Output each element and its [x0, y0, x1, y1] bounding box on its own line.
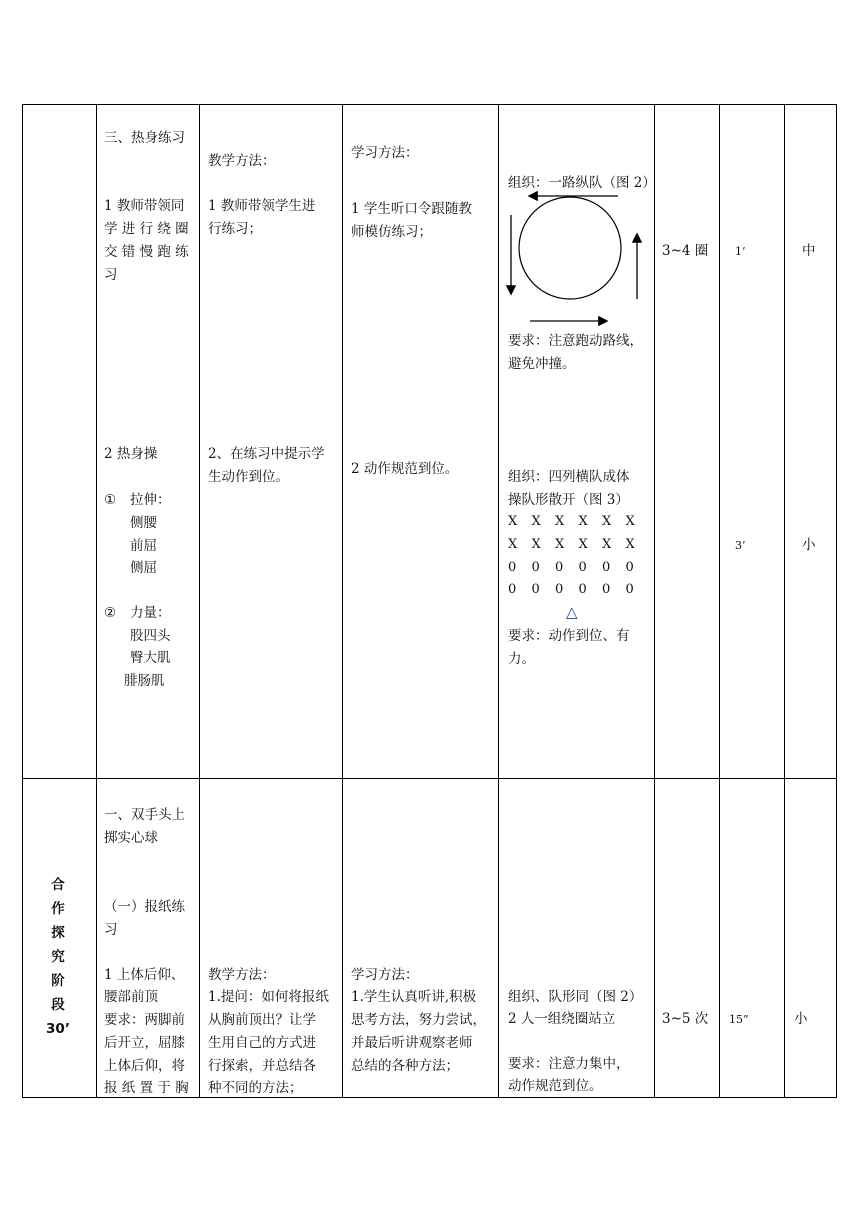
item2-sub2-marker: ② [104, 605, 117, 621]
item2-sub2-item: 腓肠肌 [124, 673, 165, 689]
requirement-2-line1: 要求：动作到位、有 [508, 628, 630, 644]
teach-method-2-line2: 生动作到位。 [208, 469, 289, 485]
org-text-3-line2: 2 人一组绕圈站立 [508, 1011, 616, 1027]
formation-row: X X X X X X [508, 514, 635, 529]
learn-method-3-line: 并最后听讲观察老师 [351, 1035, 473, 1051]
org-text-3-line1: 组织、队形同（图 2） [508, 989, 643, 1005]
requirement-1-line1: 要求：注意跑动路线， [508, 333, 643, 349]
col-divider-2 [199, 104, 200, 1098]
learn-method-label-1: 学习方法： [351, 145, 419, 161]
org-text-1: 组织：一路纵队（图 2） [508, 175, 656, 191]
item2-sub2-item: 股四头 [130, 628, 171, 644]
teacher-triangle-icon: △ [566, 603, 578, 621]
formation-row: X X X X X X [508, 537, 635, 552]
learn-method-2: 2 动作规范到位。 [351, 461, 459, 477]
teach-method-3-line: 1.提问：如何将报纸 [208, 989, 329, 1005]
warmup-title: 三、热身练习 [104, 130, 185, 146]
teach-method-label-2: 教学方法： [208, 967, 276, 983]
item2-sub1-title: 拉伸： [130, 492, 171, 508]
item2-sub2-title: 力量： [130, 605, 171, 621]
col-divider-5 [654, 104, 655, 1098]
explore-item-line: 要求：两脚前 [104, 1012, 185, 1028]
col-divider-4 [498, 104, 499, 1098]
count-3: 3~5 次 [662, 1011, 709, 1027]
item2-sub1-item: 侧屈 [130, 560, 157, 576]
teach-method-1-line2: 行练习； [208, 221, 262, 237]
explore-item-line: 报 纸 置 于 胸 [104, 1080, 189, 1096]
col-divider-6 [719, 104, 720, 1098]
requirement-2-line2: 力。 [508, 651, 535, 667]
learn-method-3-line: 思考方法，努力尝试， [351, 1012, 486, 1028]
teach-method-1-line1: 1 教师带领学生进 [208, 198, 316, 214]
learn-method-label-2: 学习方法： [351, 967, 419, 983]
table-right-border [836, 104, 837, 1098]
teach-method-label-1: 教学方法： [208, 153, 276, 169]
org-text-2-line1: 组织：四列横队成体 [508, 469, 630, 485]
item2-sub1-item: 侧腰 [130, 515, 157, 531]
item2-sub2-item: 臀大肌 [130, 650, 171, 666]
teach-method-3-line: 种不同的方法； [208, 1080, 303, 1096]
explore-title-line2: 掷实心球 [104, 830, 158, 846]
teach-method-3-line: 生用自己的方式进 [208, 1035, 316, 1051]
col-divider-3 [342, 104, 343, 1098]
teach-method-3-line: 行探索，并总结各 [208, 1058, 316, 1074]
table-top-border [22, 104, 837, 105]
explore-item-line: 腰部前顶 [104, 989, 158, 1005]
circle-run-diagram [500, 185, 650, 335]
time-1: 1’ [735, 245, 746, 258]
requirement-3-line2: 动作规范到位。 [508, 1078, 603, 1094]
learn-method-3-line: 1.学生认真听讲,积极 [351, 989, 477, 1005]
explore-subtitle-line1: （一）报纸练 [104, 899, 185, 915]
warmup-item1-line1: 1 教师带领同 [104, 198, 185, 214]
count-1: 3~4 圈 [662, 243, 709, 259]
explore-item-line: 上体后仰，将 [104, 1058, 185, 1074]
item2-sub1-marker: ① [104, 492, 117, 508]
explore-title-line1: 一、双手头上 [104, 807, 185, 823]
stage-label: 合 作 探 究 阶 段 30’ [46, 877, 70, 1037]
intensity-1: 中 [802, 243, 816, 259]
item2-sub1-item: 前屈 [130, 538, 157, 554]
teach-method-3-line: 从胸前顶出？让学 [208, 1012, 316, 1028]
warmup-item1-line2: 学 进 行 绕 圈 [104, 221, 189, 237]
learn-method-1-line2: 师模仿练习； [351, 224, 432, 240]
teach-method-2-line1: 2、在练习中提示学 [208, 446, 325, 462]
learn-method-1-line1: 1 学生听口令跟随教 [351, 201, 472, 217]
requirement-3-line1: 要求：注意力集中， [508, 1056, 630, 1072]
formation-row: 0 0 0 0 0 0 [508, 582, 634, 597]
col-divider-7 [784, 104, 785, 1098]
formation-row: 0 0 0 0 0 0 [508, 560, 634, 575]
explore-item-line: 后开立，屈膝 [104, 1035, 185, 1051]
table-left-border [22, 104, 23, 1098]
org-text-2-line2: 操队形散开（图 3） [508, 492, 629, 508]
warmup-item1-line3: 交 错 慢 跑 练 [104, 244, 189, 260]
warmup-item2-title: 2 热身操 [104, 446, 158, 462]
explore-item-line: 1 上体后仰、 [104, 967, 185, 983]
explore-subtitle-line2: 习 [104, 922, 118, 938]
time-3: 15” [729, 1013, 749, 1026]
requirement-1-line2: 避免冲撞。 [508, 356, 576, 372]
time-2: 3’ [735, 539, 746, 552]
section-divider [22, 778, 837, 779]
intensity-2: 小 [802, 537, 816, 553]
col-divider-1 [96, 104, 97, 1098]
learn-method-3-line: 总结的各种方法； [351, 1058, 459, 1074]
warmup-item1-line4: 习 [104, 267, 118, 283]
intensity-3: 小 [794, 1011, 808, 1027]
